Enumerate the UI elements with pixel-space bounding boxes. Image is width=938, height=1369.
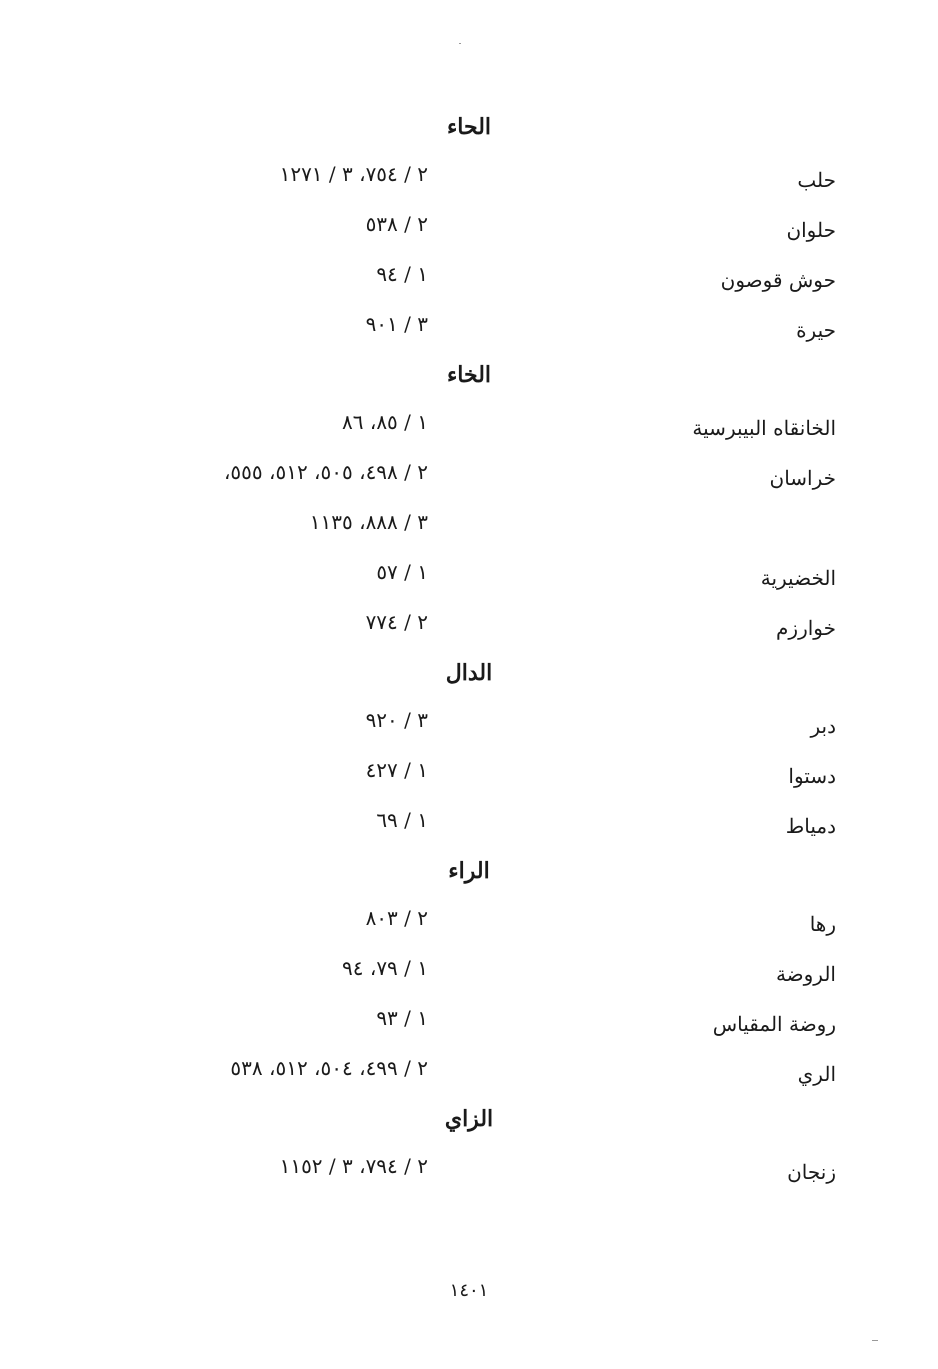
place-name: زنجان [787, 1160, 836, 1184]
page-refs: ٢ / ٧٥٤، ٣ / ١٢٧١ [279, 162, 428, 186]
page-refs: ١ / ٤٢٧ [365, 758, 428, 782]
place-name: الخانقاه البيبرسية [692, 416, 836, 440]
page-refs: ٢ / ٥٣٨ [365, 212, 428, 236]
scan-speck [459, 43, 461, 44]
place-name: دبر [810, 714, 836, 738]
page-refs: ١ / ٦٩ [376, 808, 428, 832]
section-heading-zaay: الزاي [444, 1106, 494, 1132]
page-refs: ٢ / ٤٩٨، ٥٠٥، ٥١٢، ٥٥٥، [223, 460, 428, 484]
section-heading-raa: الراء [448, 858, 490, 884]
place-name: حيرة [796, 318, 836, 342]
place-name: روضة المقياس [712, 1012, 836, 1036]
page-refs: ٣ / ٩٢٠ [365, 708, 428, 732]
page-number: ١٤٠١ [449, 1280, 489, 1301]
place-name: حلوان [786, 218, 836, 242]
page-refs: ١ / ٧٩، ٩٤ [342, 956, 428, 980]
page-refs: ٣ / ٩٠١ [365, 312, 428, 336]
place-name: دمياط [785, 814, 836, 838]
place-name: خراسان [769, 466, 836, 490]
place-name: الخضيرية [760, 566, 836, 590]
page-refs: ١ / ٨٥، ٨٦ [342, 410, 428, 434]
page-refs: ١ / ٩٣ [376, 1006, 428, 1030]
scan-speck [872, 1340, 878, 1341]
place-name: حوش قوصون [720, 268, 836, 292]
page-refs: ٢ / ٤٩٩، ٥٠٤، ٥١٢، ٥٣٨ [230, 1056, 428, 1080]
page-refs: ١ / ٥٧ [376, 560, 428, 584]
place-name: الروضة [775, 962, 836, 986]
section-heading-daal: الدال [445, 660, 493, 686]
page-refs: ١ / ٩٤ [376, 262, 428, 286]
section-heading-khaa: الخاء [446, 362, 492, 388]
place-name: خوارزم [776, 616, 836, 640]
section-heading-haa: الحاء [446, 114, 492, 140]
page-refs: ٢ / ٨٠٣ [365, 906, 428, 930]
page-refs: ٣ / ٨٨٨، ١١٣٥ [309, 510, 428, 534]
place-name: حلب [797, 168, 836, 192]
place-name: رها [809, 912, 836, 936]
place-name: دستوا [788, 764, 836, 788]
place-name: الري [797, 1062, 836, 1086]
page-refs: ٢ / ٧٩٤، ٣ / ١١٥٢ [279, 1154, 428, 1178]
page-refs: ٢ / ٧٧٤ [365, 610, 428, 634]
